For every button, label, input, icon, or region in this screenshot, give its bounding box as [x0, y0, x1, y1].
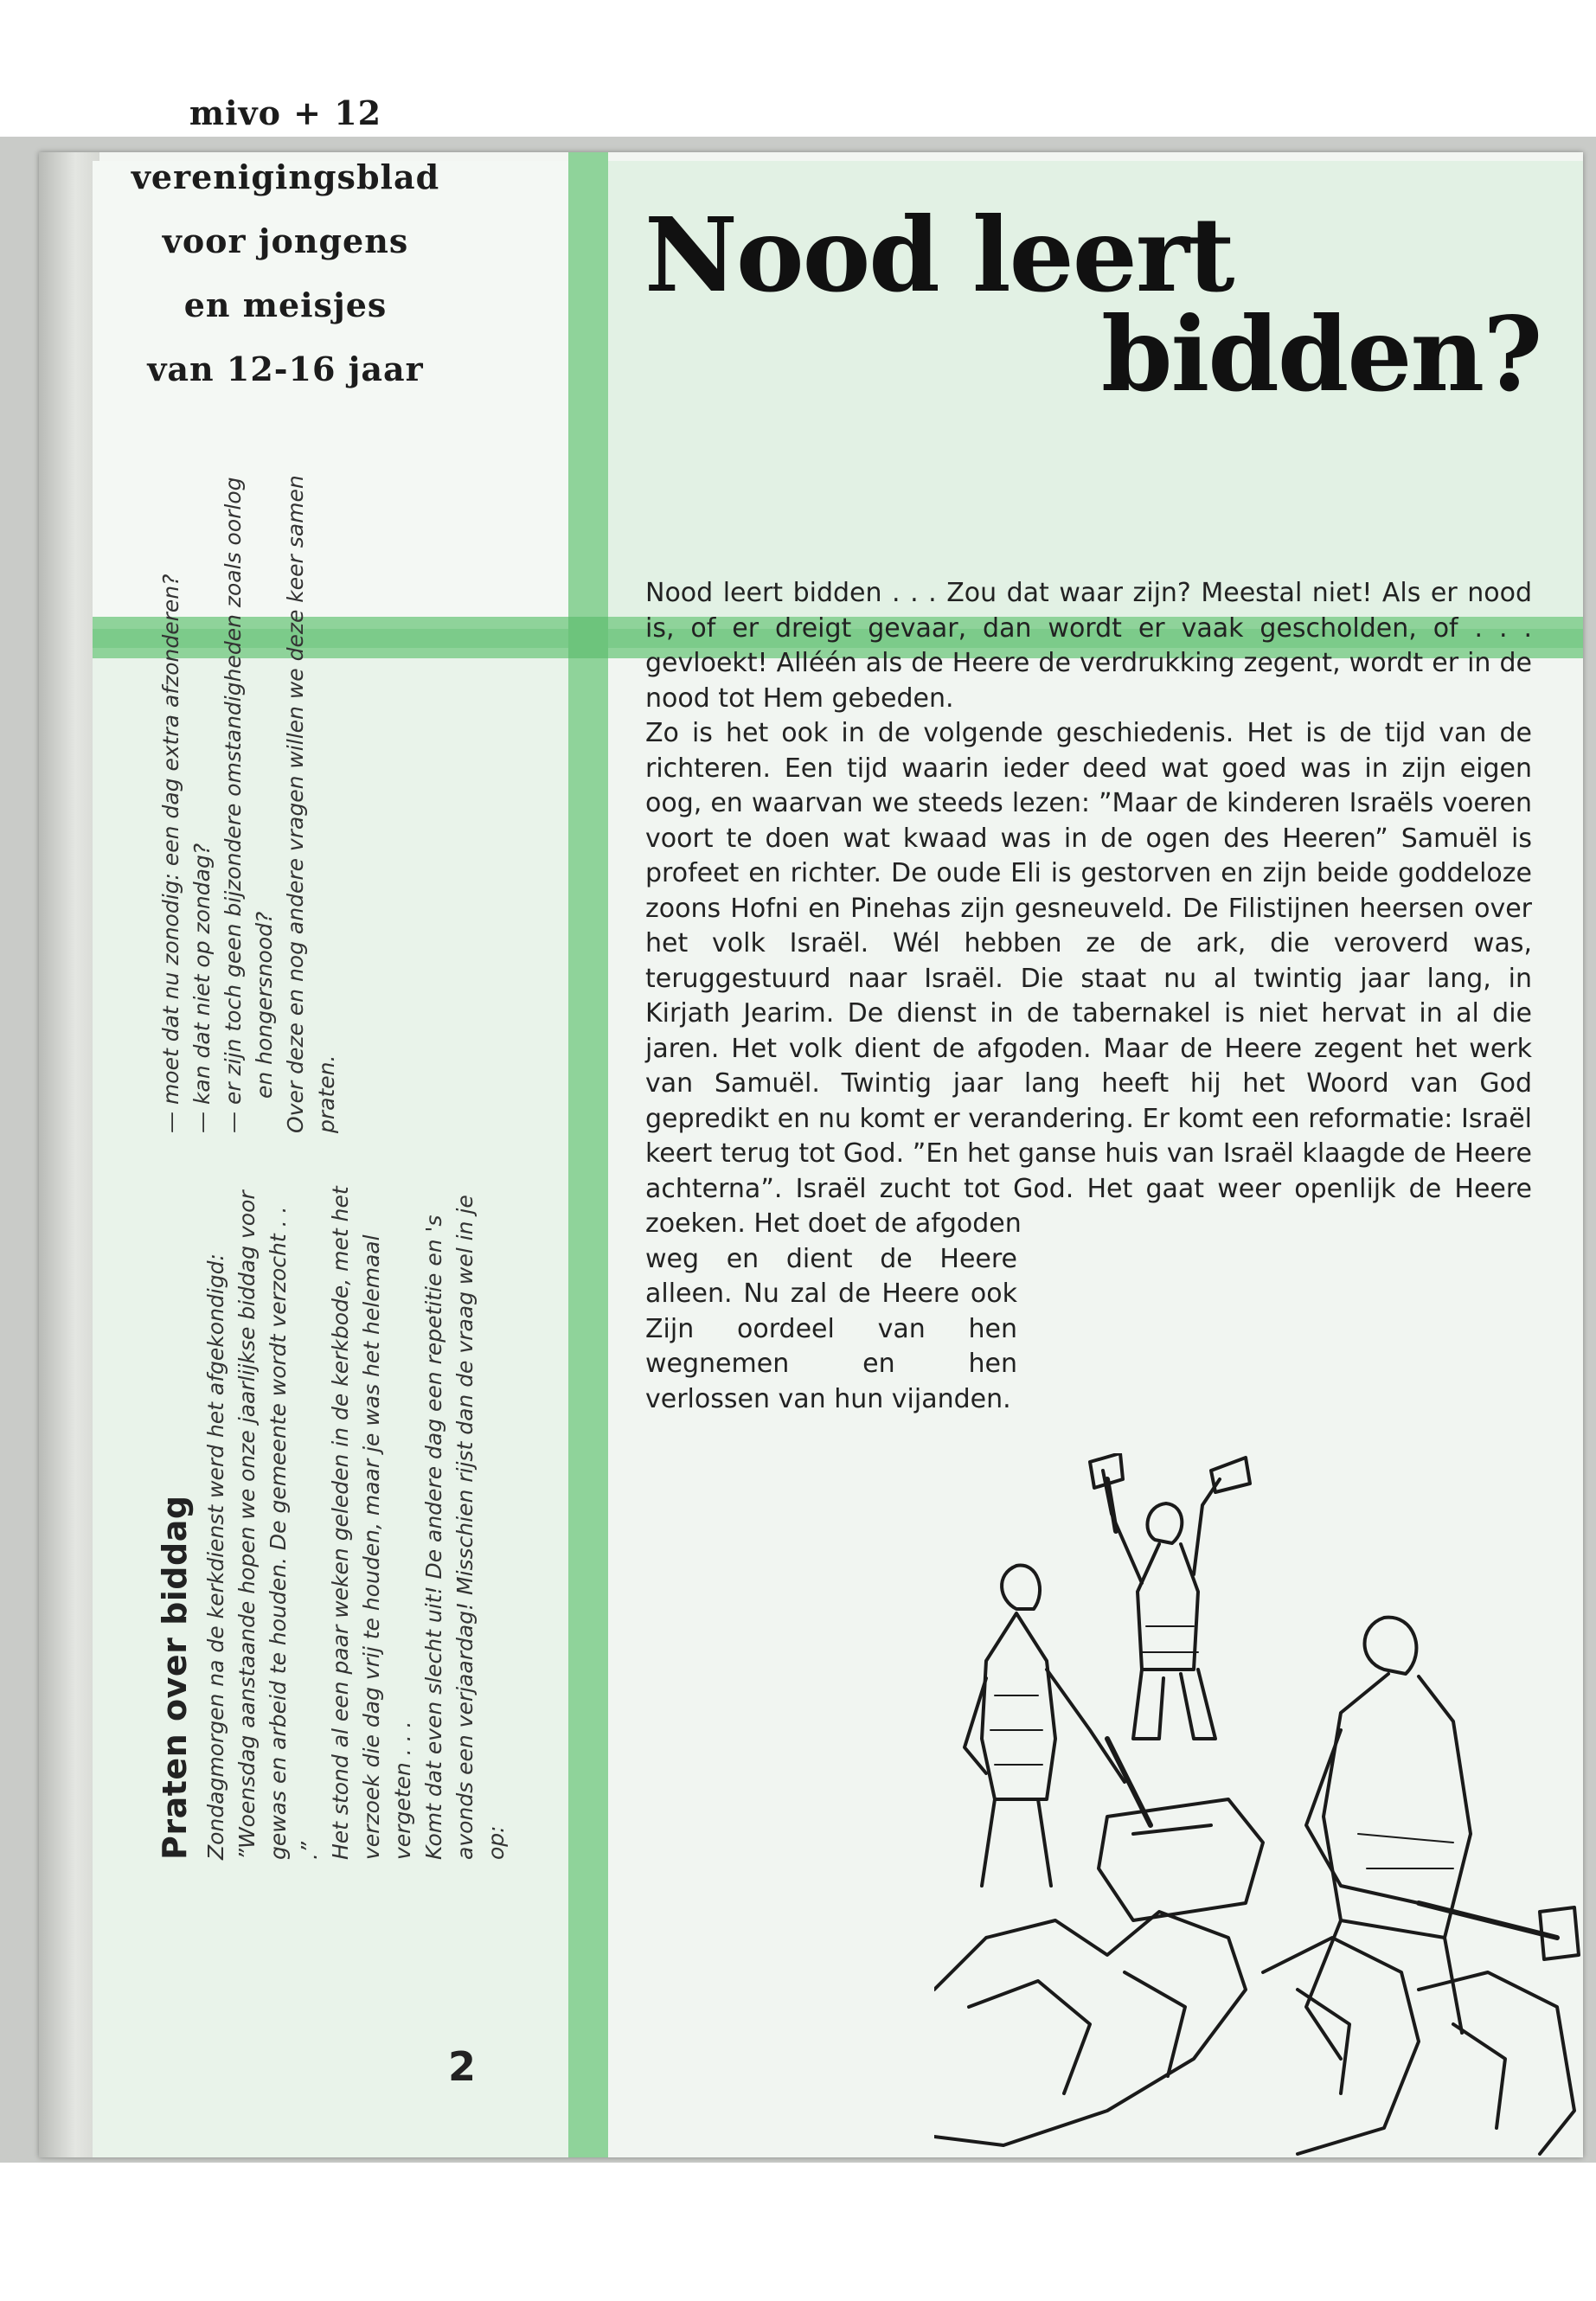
- masthead-line: mivo + 12: [189, 93, 382, 132]
- article-title-line2: bidden?: [1101, 294, 1542, 414]
- bar-intersection: [568, 617, 608, 658]
- masthead-line: verenigingsblad: [131, 157, 440, 196]
- masthead-line: en meisjes: [183, 285, 388, 324]
- masthead-line: van 12-16 jaar: [147, 349, 424, 388]
- masthead: [78, 81, 493, 401]
- sidebar-bullet: — moet dat nu zonodig: een dag extra afzonderen?: [158, 574, 183, 1133]
- sidebar-text: Komt dat even slecht uit! De andere dag een repetitie en 's avonds een verjaardag! Misschien rijst dan de vraag wel in je op:: [421, 1195, 509, 1860]
- article-paragraph: Nood leert bidden . . . Zou dat waar zijn? Meestal niet! Als er nood is, of er dreigt gevaar, dan wordt er vaak gescholden, of . . . gevloekt! Alléén als de Heere de verdrukking zegent, wordt er in de nood tot Hem gebeden.: [645, 578, 1532, 714]
- sidebar-rotated: [156, 450, 536, 1860]
- stonemasons-illustration: [934, 1453, 1592, 2163]
- article-paragraph-wrapped: weg en dient de Heere alleen. Nu zal de Heere ook Zijn oordeel van hen wegnemen en hen verlossen van hun vijanden.: [645, 1243, 1017, 1414]
- sidebar-column-2: [156, 458, 512, 1133]
- sidebar-text: Het stond al een paar weken geleden in de kerkbode, met het verzoek die dag vrij te houden, maar je was het helemaal vergeten . . .: [328, 1186, 415, 1860]
- sidebar-closing: Over deze en nog andere vragen willen we deze keer samen praten.: [283, 475, 339, 1133]
- sidebar-bullet: — er zijn toch geen bijzondere omstandigheden zoals oorlog en hongersnood?: [221, 477, 277, 1133]
- sidebar-text: Zondagmorgen na de kerkdienst werd het afgekondigd: ”Woensdag aanstaande hopen we onze jaarlijkse biddag voor gewas en arbeid te houden. De gemeente wordt verzocht . . .”: [203, 1190, 322, 1860]
- vertical-green-bar: [568, 152, 608, 2157]
- binding-edge: [39, 152, 99, 2157]
- sidebar-column-1: [201, 1185, 512, 1860]
- sidebar-heading: Praten over biddag: [156, 1495, 194, 1860]
- page-number: 2: [448, 2043, 477, 2090]
- masthead-line: voor jongens: [162, 221, 409, 260]
- article-title-line1: Nood leert: [644, 195, 1234, 315]
- article-body: [645, 576, 1532, 1417]
- sidebar-bullet: — kan dat niet op zondag?: [189, 843, 215, 1133]
- article-paragraph: Zo is het ook in de volgende geschiedenis. Het is de tijd van de richteren. Een tijd waarin ieder deed wat goed was in zijn eigen oog, en waarvan we steeds lezen: ”Maar de kinderen Israëls voeren voort te doen wat kwaad was in de ogen des Heeren” Samuël is profeet en richter. De oude Eli is gestorven en zijn beide goddeloze zoons Hofni en Pinehas zijn gesneuveld. De Filistijnen heersen over het volk Israël. Wél hebben ze de ark, die veroverd was, teruggestuurd naar Israël. Die staat nu al twintig jaar lang, in Kirjath Jearim. De dienst in de tabernakel is niet hervat in al die jaren. Het volk dient de afgoden. Maar de Heere zegent het werk van Samuël. Twintig jaar lang heeft hij het Woord van God gepredikt en nu komt er verandering. Er komt een reformatie: Israël keert terug tot God. ”En het ganse huis van Israël klaagde de Heere achterna”. Israël zucht tot God. Het gaat weer openlijk de Heere zoeken. Het doet de afgoden: [645, 718, 1532, 1239]
